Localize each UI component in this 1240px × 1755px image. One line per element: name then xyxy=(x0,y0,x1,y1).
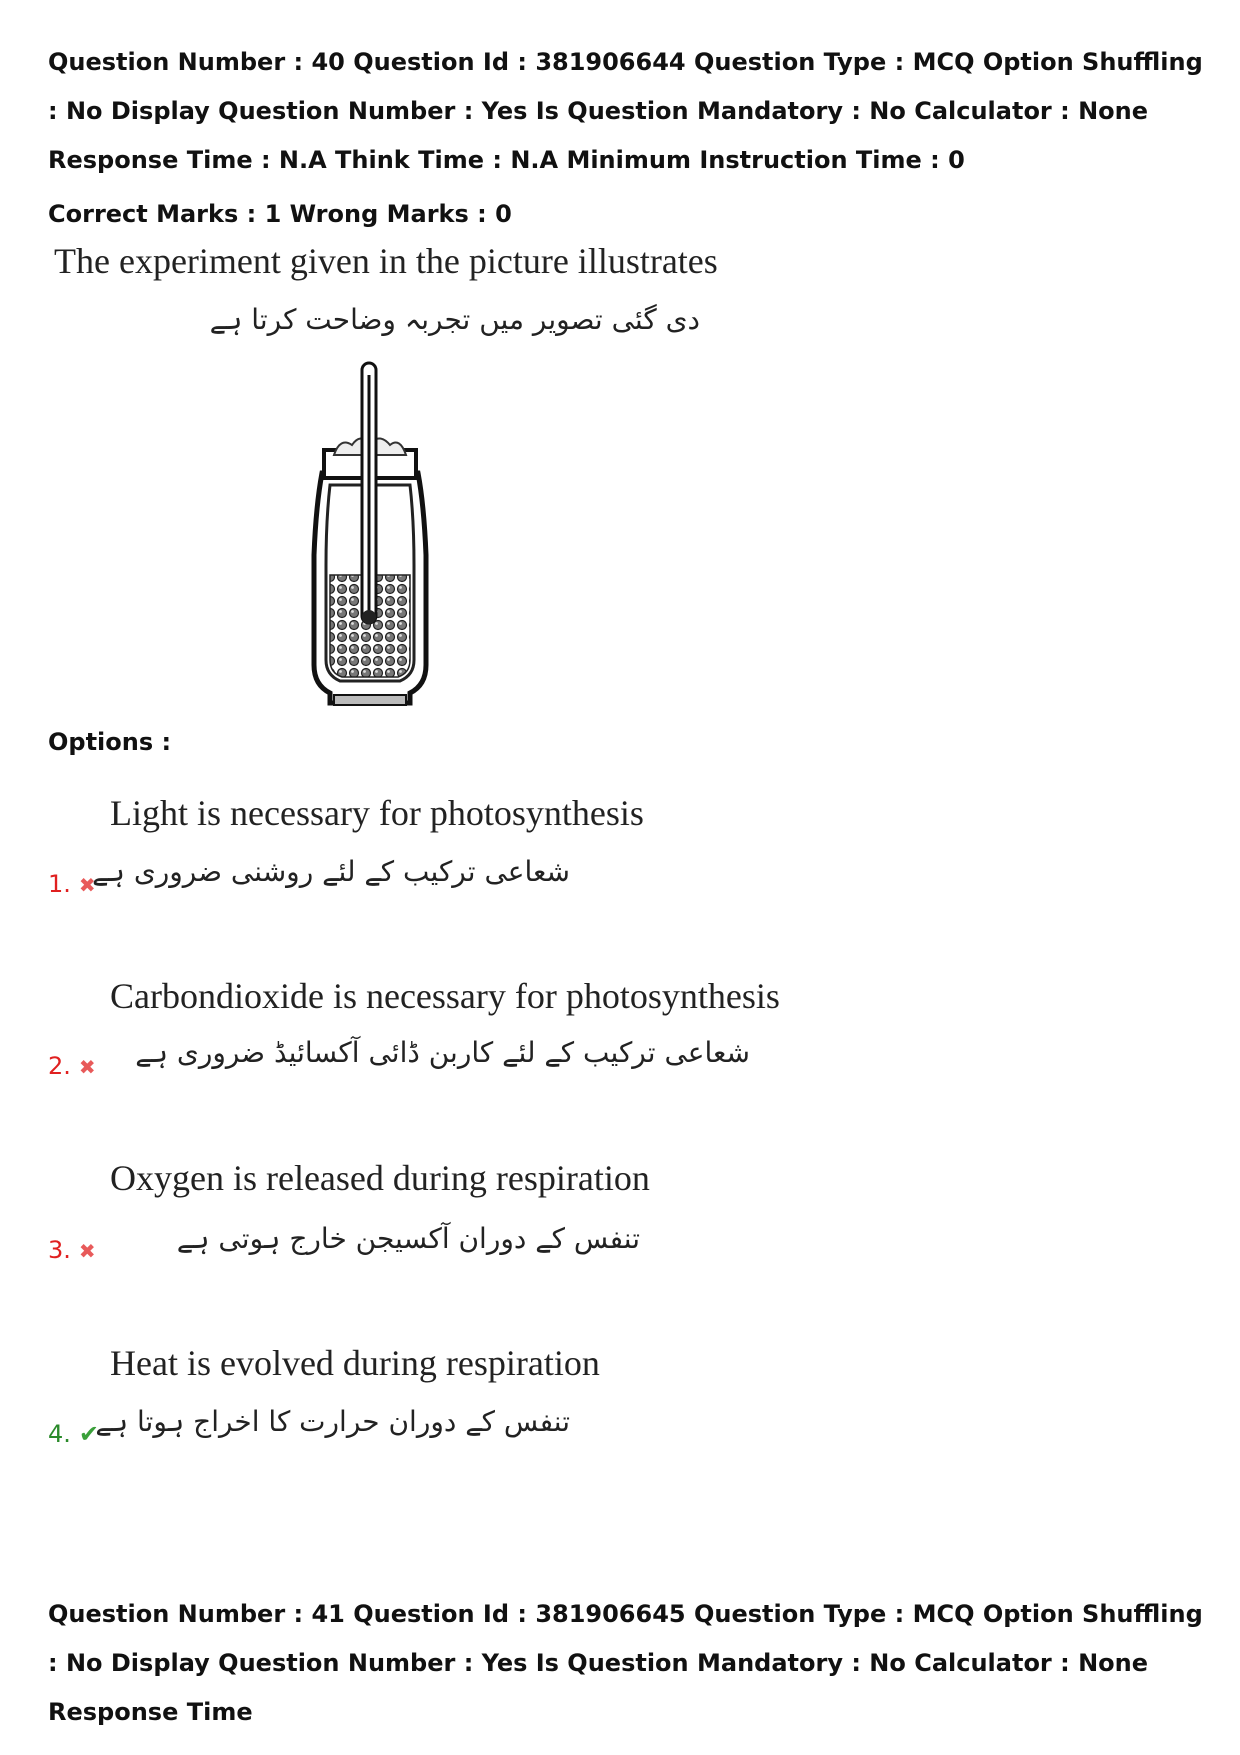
option-1-number xyxy=(48,870,96,898)
option-3-number xyxy=(48,1236,96,1264)
option-1-label: 1. xyxy=(48,870,71,898)
option-2-label: 2. xyxy=(48,1052,71,1080)
options-label: Options : xyxy=(48,728,172,756)
question-40-metadata: Question Number : 40 Question Id : 381906644 Question Type : MCQ Option Shuffling : No Display Question Number : Yes Is Question Mandatory : No Calculator : None Response Time : N.A Think Time : N.A Minimum Instruction Time : 0 xyxy=(48,48,1203,174)
wrong-mark-icon: ✖ xyxy=(78,873,96,897)
option-3-urdu: تنفس کے دوران آکسیجن خارج ہوتی ہے xyxy=(176,1222,640,1255)
option-3-label: 3. xyxy=(48,1236,71,1264)
question-text-english: The experiment given in the picture illustrates xyxy=(54,241,718,281)
correct-check-icon: ✔ xyxy=(78,1420,100,1448)
option-4-number xyxy=(48,1420,99,1448)
question-text-urdu: دی گئی تصویر میں تجربہ وضاحت کرتا ہے xyxy=(209,303,700,336)
option-1-english: Light is necessary for photosynthesis xyxy=(110,793,644,833)
option-1-urdu: شعاعی ترکیب کے لئے روشنی ضروری ہے xyxy=(92,855,570,888)
option-4-english: Heat is evolved during respiration xyxy=(110,1343,600,1383)
option-2-number xyxy=(48,1052,96,1080)
option-4-label: 4. xyxy=(48,1420,71,1448)
wrong-mark-icon: ✖ xyxy=(78,1055,96,1079)
option-2-english: Carbondioxide is necessary for photosynthesis xyxy=(110,976,780,1016)
option-4-urdu: تنفس کے دوران حرارت کا اخراج ہوتا ہے xyxy=(95,1405,570,1438)
wrong-mark-icon: ✖ xyxy=(78,1239,96,1263)
option-3-english: Oxygen is released during respiration xyxy=(110,1158,650,1198)
thermos-flask-experiment-figure xyxy=(300,355,440,710)
question-40-marks: Correct Marks : 1 Wrong Marks : 0 xyxy=(48,200,512,228)
question-41-metadata: Question Number : 41 Question Id : 381906645 Question Type : MCQ Option Shuffling : No Display Question Number : Yes Is Question Mandatory : No Calculator : None Response Time xyxy=(48,1600,1203,1726)
option-2-urdu: شعاعی ترکیب کے لئے کاربن ڈائی آکسائیڈ ضروری ہے xyxy=(135,1036,750,1069)
